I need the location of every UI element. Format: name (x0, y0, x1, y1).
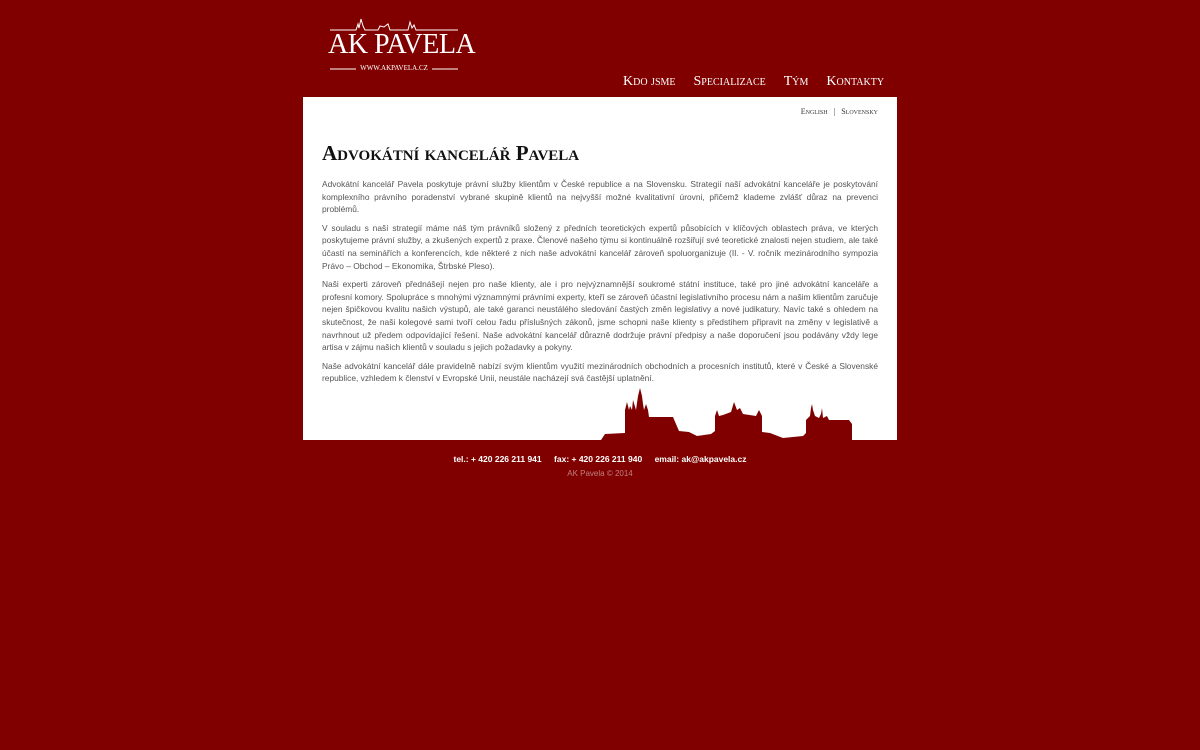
page-title: Advokátní kancelář Pavela (322, 141, 580, 165)
footer-contacts (0, 454, 1200, 465)
page-content (322, 178, 878, 391)
lang-slovensky[interactable]: Slovensky (841, 107, 878, 116)
paragraph: Advokátní kancelář Pavela poskytuje právní služby klientům v České republice a na Slovensku. Strategií naší advokátní kanceláře je poskytování komplexního právního poradenství vybrané skupině klientů na nejvyšší možné kvalitativní úrovni, přičemž klademe zvlášť důraz na prevenci problémů. (322, 179, 878, 215)
lang-english[interactable]: English (800, 107, 828, 116)
content-panel (303, 97, 897, 440)
footer-tel: tel.: + 420 226 211 941 (453, 454, 542, 464)
logo[interactable] (328, 18, 476, 78)
nav-kdo-jsme[interactable]: Kdo jsme (623, 74, 676, 89)
language-switcher (801, 107, 878, 117)
paragraph: Naši experti zároveň přednášejí nejen pro naše klienty, ale i pro nejvýznamnější soukromé státní instituce, také pro jiné advokátní kanceláře a profesní komory. Spolupráce s mnohými významnými právními experty, kteří se zároveň účastní legislativního procesu nám a našim klientům zaručuje nejen špičkovou kvalitu našich výstupů, ale také garanci neustálého sledování častých změn legislativy a nové judikatury. Navíc také s ohledem na skutečnost, že naši kolegové sami tvoří celou řadu příslušných zákonů, jsme schopni naše klienty s předstihem připravit na změny v legislativě a navrhnout už předem odpovídající řešení. Naše advokátní kancelář důrazně dodržuje právní předpisy a naše doporučení jsou podávány vždy lege artisa v zájmu našich klientů v souladu s jejich požadavky a pokyny. (322, 279, 878, 353)
lang-separator: | (833, 107, 836, 116)
footer-email[interactable]: email: ak@akpavela.cz (654, 454, 747, 464)
logo-url: WWW.AKPAVELA.CZ (360, 64, 428, 72)
nav-specializace[interactable]: Specializace (693, 74, 766, 89)
main-nav (614, 73, 893, 90)
paragraph: Naše advokátní kancelář dále pravidelně nabízí svým klientům využití mezinárodních obchodních a procesních institutů, které v České a Slovenské republice, vzhledem k členství v Evropské Unii, neustále nacházejí svá častější uplatnění. (322, 360, 878, 384)
nav-kontakty[interactable]: Kontakty (826, 74, 885, 89)
paragraph: V souladu s naší strategií máme náš tým právníků složený z předních teoretických expertů působících v klíčových oblastech práva, ve kterých poskytujeme právní služby, a zkušených expertů z praxe. Členové našeho týmu si kontinuálně rozšiřují své teoretické znalosti nejen studiem, ale také účastí na seminářích a konferencích, kde některé z nich naše advokátní kancelář zároveň spoluorganizuje (II. - V. ročník mezinárodního sympozia Právo – Obchod – Ekonomika, Štrbské Pleso). (322, 222, 878, 271)
footer-fax: fax: + 420 226 211 940 (554, 454, 643, 464)
logo-name: AK PAVELA (328, 29, 476, 60)
castle-skyline-icon (303, 388, 897, 440)
footer-copyright: AK Pavela © 2014 (567, 469, 633, 478)
nav-tym[interactable]: Tým (783, 74, 809, 89)
